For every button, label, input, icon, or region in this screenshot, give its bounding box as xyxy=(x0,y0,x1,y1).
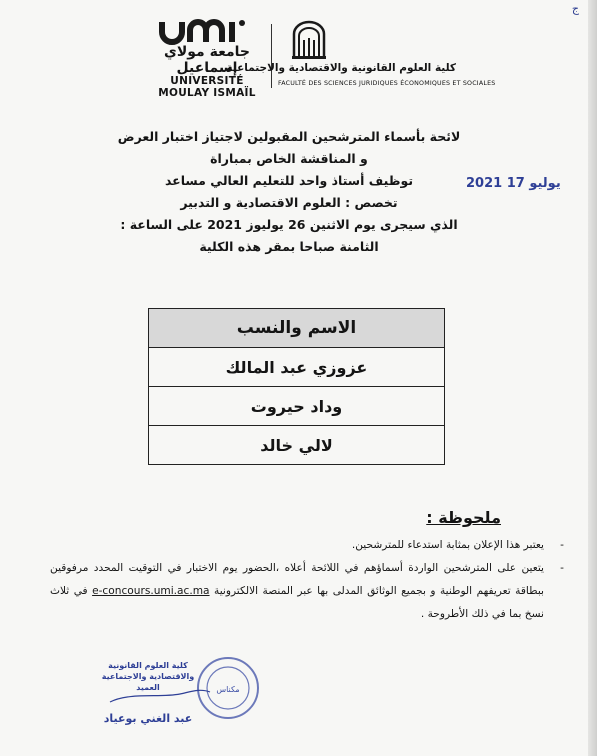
note-text-1: يعتبر هذا الإعلان بمثابة استدعاء للمترشحين. xyxy=(351,539,544,551)
candidates-table xyxy=(148,308,445,465)
notes-list xyxy=(50,534,570,626)
title-line-1: لائحة بأسماء المترشحين المقبولين لاجتياز اختبار العرض xyxy=(117,129,461,144)
letterhead xyxy=(148,18,496,99)
candidate-name: عزوزي عبد المالك xyxy=(149,348,445,387)
table-row xyxy=(149,387,445,426)
stamp-text-3: العميد xyxy=(136,683,160,692)
official-stamp xyxy=(100,650,260,750)
notes-title: ملحوظة : xyxy=(426,508,501,527)
university-name-arabic: جامعة مولاي إسماعيل xyxy=(164,44,250,76)
date-stamp: 2021 يوليو 17 xyxy=(466,176,561,191)
candidate-name: وداد حيروت xyxy=(149,387,445,426)
note-item xyxy=(50,534,570,557)
note-text-2-end: في ثلاث نسخ بما في ذلك الأطروحة . xyxy=(50,585,544,620)
candidate-name: لالي خالد xyxy=(149,426,445,465)
university-logo xyxy=(148,18,266,99)
table-header-cell: الاسم والنسب xyxy=(149,309,445,348)
title-line-2: و المناقشة الخاص بمباراة xyxy=(210,151,368,166)
page-edge-shadow xyxy=(588,0,597,756)
university-name-french: UNIVERSITÉ MOULAY ISMAÏL xyxy=(158,75,256,99)
stamp-text-1: كلية العلوم القانونية xyxy=(108,661,188,670)
list-dash: - xyxy=(560,562,564,574)
platform-link[interactable]: e-concours.umi.ac.ma xyxy=(92,585,210,597)
table-row xyxy=(149,426,445,465)
stamp-text-2: والاقتصادية والاجتماعية xyxy=(101,672,195,681)
faculty-name-arabic: كلية العلوم القانونية والاقتصادية والاجتماعية xyxy=(226,62,456,74)
list-dash: - xyxy=(560,539,564,551)
title-line-4: تخصص : العلوم الاقتصادية و التدبير xyxy=(180,195,398,210)
title-line-6: الثامنة صباحا بمقر هذه الكلية xyxy=(199,239,379,254)
umi-logo-icon xyxy=(158,18,256,46)
table-row xyxy=(149,348,445,387)
signature-stroke xyxy=(110,690,210,702)
seal-center-text: مكناس xyxy=(216,685,240,694)
announcement-title xyxy=(99,126,479,258)
signature-name: عبد الغني بوعياد xyxy=(103,712,193,725)
corner-mark: ج xyxy=(571,2,579,15)
note-text-2: يتعين على المترشحين الواردة أسماؤهم في اللائحة أعلاه ،الحضور يوم الاختبار في التوقيت المحدد مرفوقين ببطاقة تعريفهم الوطنية و بجميع الوثائق المدلى بها عبر المنصة الالكترونية xyxy=(50,562,544,597)
faculty-building-icon xyxy=(290,20,328,60)
title-line-3: توظيف أستاذ واحد للتعليم العالي مساعد xyxy=(164,173,414,188)
faculty-name-french: FACULTÉ DES SCIENCES JURIDIQUES ÉCONOMIQUES ET SOCIALES xyxy=(278,80,496,87)
title-line-5: الذي سيجرى يوم الاثنين 26 يوليوز 2021 على الساعة : xyxy=(120,217,458,232)
header-divider xyxy=(271,24,272,88)
round-seal xyxy=(198,658,258,718)
note-item xyxy=(50,557,570,626)
table-header-row xyxy=(149,309,445,348)
